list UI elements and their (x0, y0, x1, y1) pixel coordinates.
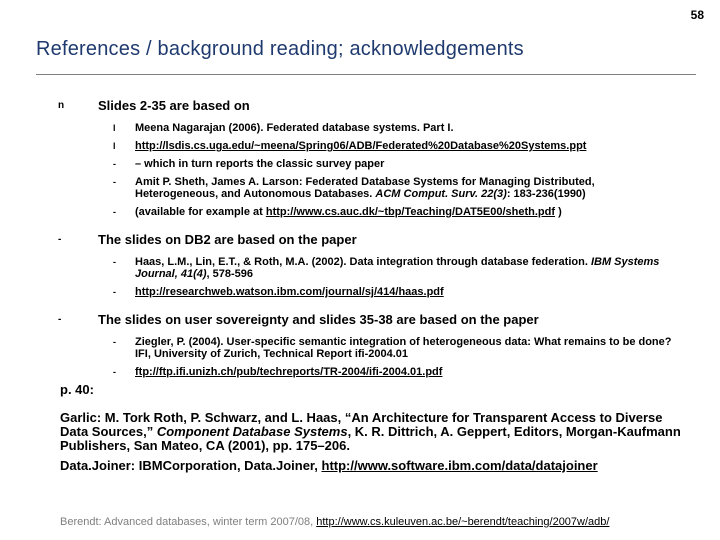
nagarajan-slides-link[interactable]: http://lsdis.cs.uga.edu/~meena/Spring06/ADB/Federated%20Database%20Systems.ppt (135, 140, 587, 152)
garlic-text: Garlic: M. Tork Roth, P. Schwarz, and L. Haas, “An Architecture for Transparent Access to Diverse Data Sources,” (60, 410, 663, 439)
closing-paren: ) (558, 206, 562, 218)
journal-name: IBM Systems Journal, 41(4) (135, 256, 660, 280)
reference-text: Haas, L.M., Lin, E.T., & Roth, M.A. (2002). Data integration through database federation. (135, 256, 588, 268)
section-heading: The slides on DB2 are based on the paper (98, 232, 357, 247)
p40-references (60, 383, 690, 473)
haas-pdf-link[interactable]: http://researchweb.watson.ibm.com/journal/sj/414/haas.pdf (135, 286, 444, 298)
reference-text: Ziegler, P. (2004). User-specific semantic integration of heterogeneous data: What remains to be done? IFI, University of Zurich, Technical Report ifi-2004.01 (135, 336, 672, 360)
dash-bullet-icon: - (113, 159, 116, 169)
footer-text: Berendt: Advanced databases, winter term 2007/08, (60, 516, 314, 528)
dash-bullet-icon: - (113, 367, 116, 377)
list-item (0, 176, 720, 200)
reference-list (0, 98, 720, 378)
reference-text: Meena Nagarajan (2006). Federated database systems. Part I. (135, 122, 454, 134)
dash-bullet-icon: - (113, 337, 116, 347)
datajoiner-text: Data.Joiner: IBMCorporation, Data.Joiner, (60, 458, 318, 473)
list-item (0, 140, 720, 152)
dash-bullet-icon: - (58, 314, 62, 325)
reference-text: (available for example at (135, 206, 263, 218)
reference-pages: , 578-596 (206, 268, 254, 280)
dash-bullet-icon: - (113, 177, 116, 187)
sheth-pdf-link[interactable]: http://www.cs.auc.dk/~tbp/Teaching/DAT5E00/sheth.pdf (265, 206, 556, 218)
page-number: 58 (690, 8, 704, 22)
section-slides-2-35 (0, 98, 720, 114)
list-item (0, 122, 720, 134)
reference-pages: : 183-236(1990) (506, 188, 586, 200)
datajoiner-reference (60, 459, 690, 473)
dot-bullet-icon: l (113, 141, 116, 151)
garlic-publisher: , K. R. Dittrich, A. Geppert, Editors, Morgan-Kaufmann Publishers, San Mateo, CA (2001), pp. 175–206. (60, 424, 681, 453)
list-item (0, 286, 720, 298)
reference-text: Amit P. Sheth, James A. Larson: Federated Database Systems for Managing Distributed, Heterogeneous, and Autonomous Databases. (135, 176, 595, 200)
list-item (0, 366, 720, 378)
ziegler-pdf-link[interactable]: ftp://ftp.ifi.unizh.ch/pub/techreports/TR-2004/ifi-2004.01.pdf (135, 366, 443, 378)
datajoiner-link[interactable]: http://www.software.ibm.com/data/datajoiner (321, 458, 598, 473)
dash-bullet-icon: - (58, 234, 62, 245)
course-website-link[interactable]: http://www.cs.kuleuven.ac.be/~berendt/teaching/2007w/adb/ (316, 516, 610, 528)
p40-label: p. 40: (60, 382, 94, 397)
section-heading: The slides on user sovereignty and slides 35-38 are based on the paper (98, 312, 539, 327)
footer (60, 516, 710, 528)
section-db2 (0, 232, 720, 248)
page-title: References / background reading; acknowledgements (36, 38, 524, 60)
square-bullet-icon: n (58, 100, 65, 111)
garlic-reference (60, 411, 690, 453)
list-item (0, 206, 720, 218)
section-heading: Slides 2-35 are based on (98, 98, 250, 113)
list-item (0, 158, 720, 170)
dash-bullet-icon: - (113, 207, 116, 217)
journal-name: ACM Comput. Surv. 22(3) (375, 188, 507, 200)
title-divider (36, 74, 696, 75)
dot-bullet-icon: l (113, 123, 116, 133)
list-item (0, 256, 720, 280)
section-user-sovereignty (0, 312, 720, 328)
reference-text: – which in turn reports the classic survey paper (135, 158, 385, 170)
garlic-book-title: Component Database Systems (156, 424, 348, 439)
list-item (0, 336, 720, 360)
dash-bullet-icon: - (113, 287, 116, 297)
dash-bullet-icon: - (113, 257, 116, 267)
